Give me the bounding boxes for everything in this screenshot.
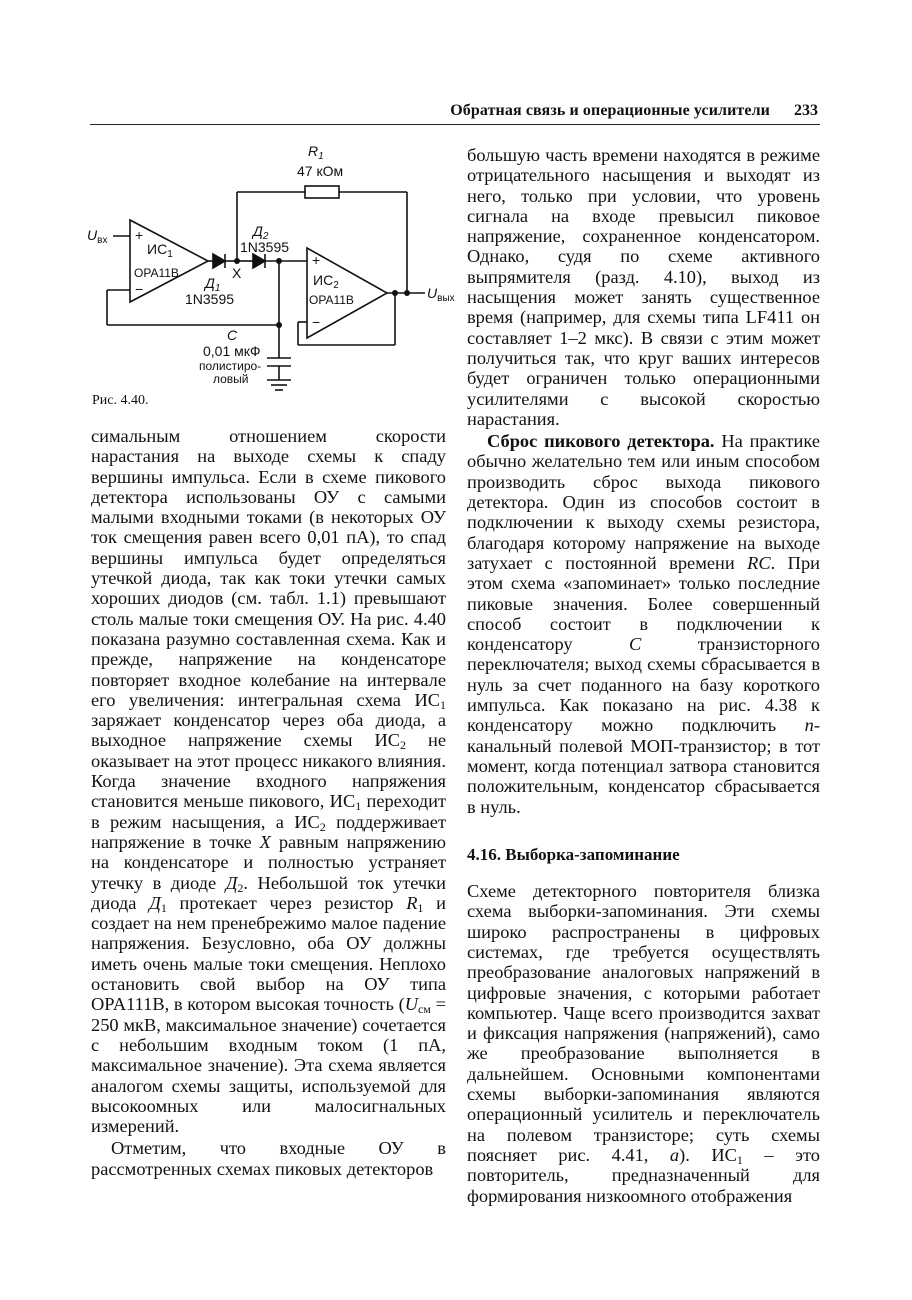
running-title: Обратная связь и операционные усилители (450, 102, 770, 119)
paragraph: симальным отношением скорости нарастания на выходе схемы к спаду вершины импульса. Если в схеме пикового детектора использованы ОУ с самыми малыми входными токами (в некоторых ОУ ток смещения равен всего 0,01 пА), то спад вершины импульса будет определяться утечкой диода, так как токи утечки самых хороших диодов (см. табл. 1.1) превышают столь малые токи смещения ОУ. На рис. 4.40 показана разумно составленная схема. Как и прежде, напряжение на конденсаторе повторяет входное колебание на интервале его увеличения: интегральная схема $ИС_1$ заряжает конденсатор через оба диода, а выходное напряжение схемы $ИС_2$ не оказывает на этот процесс никакого влияния. Когда значение входного напряжения становится меньше пикового, $ИС_1$ переходит в режим насыщения, а $ИС_2$ поддерживает напряжение в точке X равным напряжению на конденсаторе и полностью устраняет утечку в диоде $Д_2$. Небольшой ток утечки диода $Д_1$ протекает через резистор $R_1$ и создает на нем пренебрежимо малое падение напряжения. Безусловно, оба ОУ должны иметь очень малые токи смещения. Неплохо остановить свой выбор на ОУ типа OPA111B, в котором высокая точность ($U_{см} = 250$ мкВ, максимальное значение) сочетается с небольшим входным током (1 пА, максимальное значение). Эта схема является аналогом схемы защиты, используемой для высокоомных или малосигнальных измерений. (91, 426, 447, 1137)
right-column (467, 145, 820, 1206)
paragraph: Схеме детекторного повторителя близка схема выборки-запоминания. Эти схемы широко распространены в цифровых системах, где требуется осуществлять преобразование аналоговых напряжений в цифровые значения, с которыми работает компьютер. Чаще всего производится захват и фиксация напряжения (напряжений), само же преобразование выполняется в дальнейшем. Основными компонентами схемы выборки-запоминания являются операционный усилитель и переключатель на полевом транзисторе; суть схемы поясняет рис. 4.41, а). $ИС_1$ – это повторитель, предназначенный для формирования низкоомного отображения (467, 881, 820, 1206)
svg-text:+: + (312, 252, 321, 268)
svg-text:Uвых: $U_{вых}$ (427, 285, 455, 304)
svg-text:OPA11B: OPA11B (134, 266, 179, 280)
left-column (91, 426, 446, 1179)
paragraph: большую часть времени находятся в режиме отрицательного насыщения и выходят из него, только при условии, что уровень сигнала на входе превысил пиковое напряжение, сохраненное конденсатором. Однако, судя по схеме активного выпрямителя (разд. 4.10), выход из насыщения может занять существенное время (например, для схемы типа LF411 он составляет 1–2 мкс). В связи с этим может получиться так, что круг ваших интересов будет ограничен только операционными усилителями с высокой скоростью нарастания. (467, 145, 820, 429)
svg-text:OPA11B: OPA11B (309, 293, 354, 307)
resistor-r1-symbol (305, 186, 339, 198)
svg-text:Uвх: $U_{вх}$ (87, 227, 108, 246)
svg-text:полистиро-: полистиро- (199, 359, 262, 373)
running-head (90, 100, 820, 125)
svg-text:R1: $R_1$ (308, 143, 324, 162)
circuit-diagram-peak-detector (85, 140, 455, 420)
section-heading: 4.16. Выборка-запоминание (467, 844, 680, 864)
diode-d1-symbol (213, 254, 225, 268)
diode-d2-symbol (253, 254, 265, 268)
figure-caption: Рис. 4.40. (92, 393, 149, 408)
svg-text:+: + (135, 227, 144, 243)
paragraph: Отметим, что входные ОУ в рассмотренных схемах пиковых детекторов (91, 1138, 446, 1179)
page-number: 233 (794, 102, 818, 119)
svg-text:C: C (227, 327, 238, 343)
svg-text:47 кОм: 47 кОм (297, 163, 344, 179)
svg-text:−: − (312, 314, 321, 330)
svg-text:0,01 мкФ: 0,01 мкФ (203, 343, 261, 359)
svg-text:−: − (135, 281, 144, 297)
svg-text:X: X (232, 265, 242, 281)
paragraph: Сброс пикового детектора. На практике обычно желательно тем или иным способом производить сброс выхода пикового детектора. Один из способов состоит в подключении к выходу схемы резистора, благодаря которому напряжение на выходе затухает с постоянной времени RC. При этом схема «запоминает» только последние пиковые значения. Более совершенный способ состоит в подключении к конденсатору C транзисторного переключателя; выход схемы сбрасывается в нуль за счет поданного на базу короткого импульса. Как показано на рис. 4.38 к конденсатору можно подключить n-канальный полевой МОП-транзистор; в тот момент, когда потенциал затвора становится положительным, конденсатор сбрасывается в нуль. (467, 431, 821, 817)
svg-text:Д1: $Д_1$ (205, 275, 221, 294)
svg-text:Д2: $Д_2$ (253, 223, 269, 242)
svg-text:ловый: ловый (213, 372, 249, 386)
run-in-heading: Сброс пикового детектора. (487, 431, 715, 452)
svg-text:ИС1: $ИС_1$ (147, 241, 173, 260)
svg-text:ИС2: $ИС_2$ (313, 272, 339, 291)
svg-text:1N3595: 1N3595 (185, 291, 235, 307)
svg-text:1N3595: 1N3595 (240, 239, 290, 255)
